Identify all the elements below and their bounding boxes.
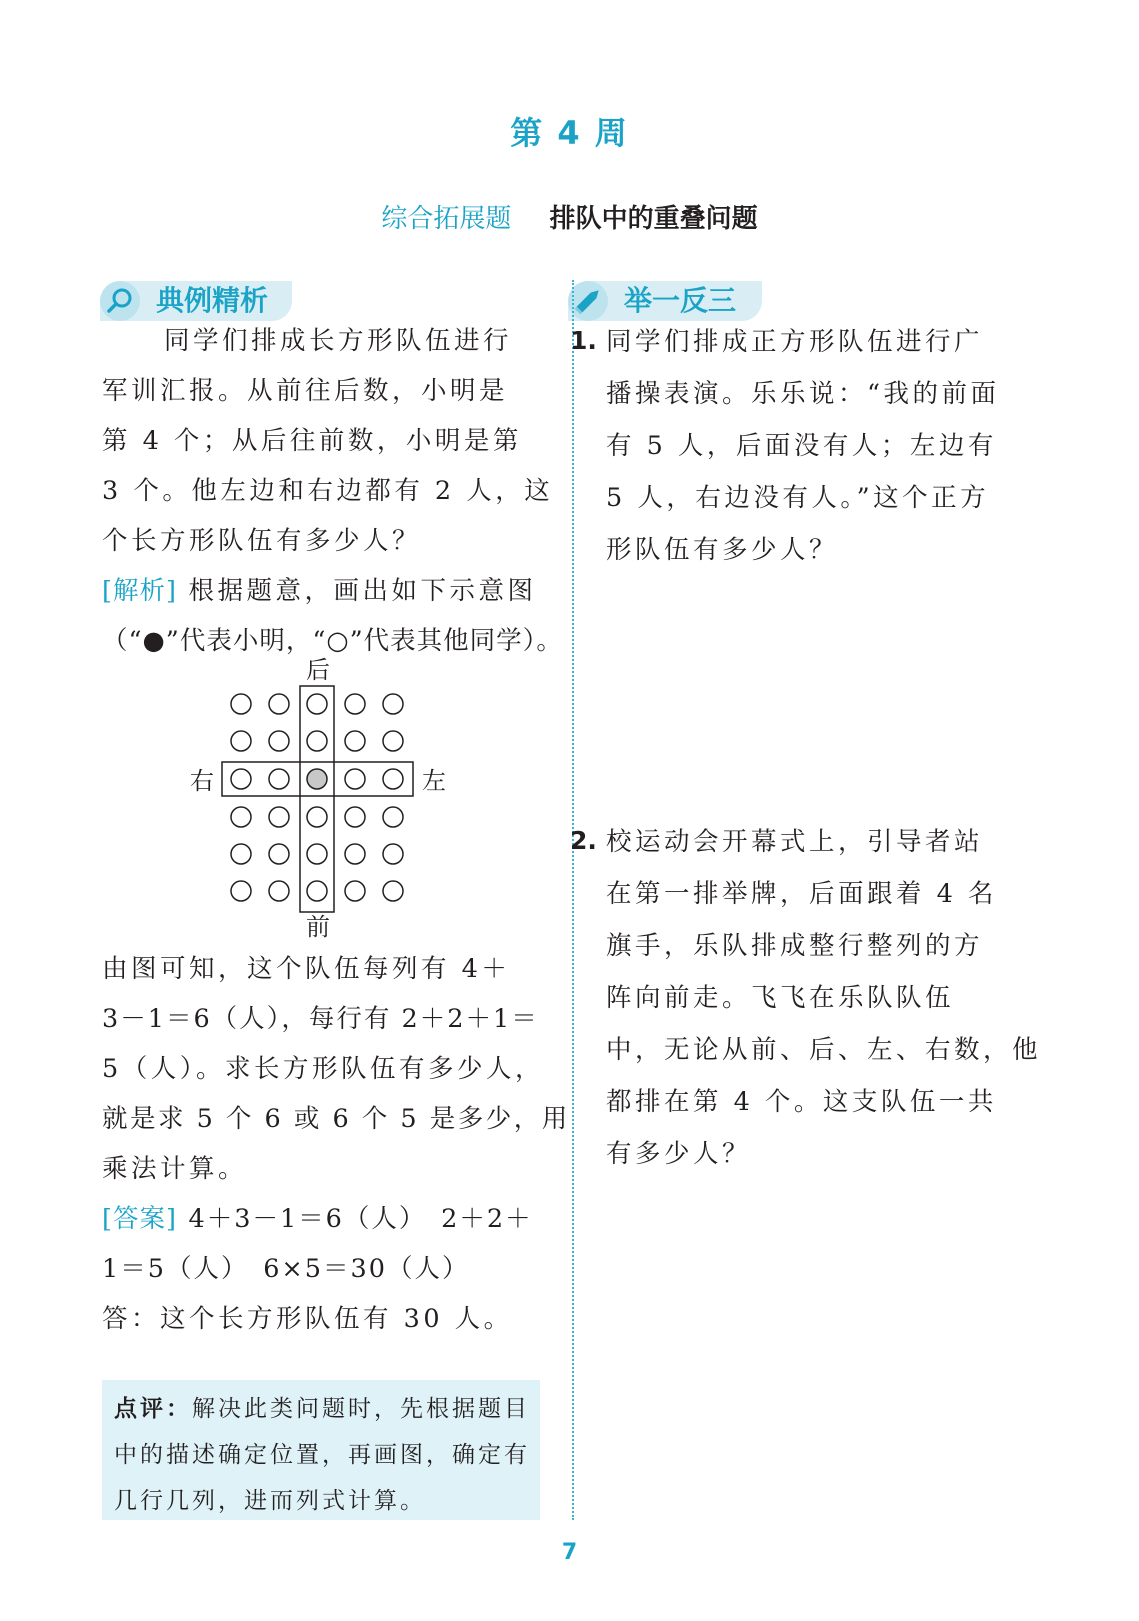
magnifier-icon: [100, 281, 140, 321]
student-circle: [345, 807, 365, 827]
student-circle: [383, 731, 403, 751]
question-line: 阵向前走。飞飞在乐队队伍: [606, 983, 955, 1013]
student-circle: [383, 769, 403, 789]
question-number: 2.: [570, 826, 597, 855]
student-circle: [345, 844, 365, 864]
label-front: 前: [306, 913, 330, 941]
student-circle: [231, 807, 251, 827]
analysis-label: [解析]: [102, 576, 177, 606]
question-line: 有 5 人，后面没有人；左边有: [606, 431, 997, 461]
question-line: 同学们排成正方形队伍进行广: [606, 327, 984, 357]
comment-box: [102, 1380, 540, 1520]
student-circle: [307, 807, 327, 827]
comment-line: 解决此类问题时，先根据题目: [192, 1396, 530, 1422]
explanation-line: 乘法计算。: [102, 1154, 248, 1184]
question-line: 旗手，乐队排成整行整列的方: [606, 931, 984, 961]
question-line: 形队伍有多少人？: [606, 535, 839, 565]
problem-line: 3 个。他左边和右边都有 2 人，这: [102, 476, 554, 506]
question-line: 校运动会开幕式上，引导者站: [606, 827, 984, 857]
question-line: 5 人，右边没有人。”这个正方: [606, 483, 990, 513]
student-circle: [269, 731, 289, 751]
problem-line: 个长方形队伍有多少人？: [102, 526, 422, 556]
label-back: 后: [306, 656, 330, 684]
question-2: [606, 816, 1042, 1180]
week-title: 第 4 周: [510, 114, 629, 152]
student-circle: [383, 807, 403, 827]
student-circle: [307, 844, 327, 864]
explanation-line: 由图可知，这个队伍每列有 4＋: [102, 954, 511, 984]
student-circle: [231, 694, 251, 714]
answer-line: 答：这个长方形队伍有 30 人。: [102, 1304, 513, 1334]
column-divider: [572, 280, 574, 1520]
student-circle: [383, 881, 403, 901]
xiaoming-circle: [307, 769, 327, 789]
section-subtitle: [0, 198, 1139, 235]
explanation-block: [102, 944, 570, 1344]
label-left: 左: [422, 767, 446, 795]
student-circle: [269, 769, 289, 789]
practice-tag: [568, 281, 762, 321]
student-circle: [307, 731, 327, 751]
student-circle: [231, 731, 251, 751]
category-label: 综合拓展题: [381, 204, 512, 234]
student-circle: [345, 694, 365, 714]
problem-line: 军训汇报。从前往后数，小明是: [102, 376, 509, 406]
comment-line: 中的描述确定位置，再画图，确定有: [114, 1442, 530, 1468]
student-circle: [383, 694, 403, 714]
question-1: [606, 316, 1002, 576]
analysis-line: （“●”代表小明，“○”代表其他同学）。: [102, 626, 563, 656]
student-circle: [231, 881, 251, 901]
page-number: 7: [561, 1540, 578, 1565]
topic-title: 排队中的重叠问题: [549, 204, 758, 234]
student-circle: [307, 694, 327, 714]
pencil-icon: [568, 281, 608, 321]
student-circle: [269, 694, 289, 714]
explanation-line: 就是求 5 个 6 或 6 个 5 是多少，用: [102, 1104, 570, 1134]
explanation-line: 3－1＝6（人），每行有 2＋2＋1＝: [102, 1004, 539, 1034]
queue-diagram: [180, 650, 460, 945]
student-circle: [345, 769, 365, 789]
practice-label: 举一反三: [624, 284, 737, 317]
example-analysis-tag: [100, 281, 292, 321]
answer-line: 4＋3－1＝6（人） 2＋2＋: [188, 1204, 533, 1234]
question-line: 都排在第 4 个。这支队伍一共: [606, 1087, 997, 1117]
student-circle: [307, 881, 327, 901]
answer-label: [答案]: [102, 1204, 177, 1234]
analysis-line: 根据题意，画出如下示意图: [188, 576, 537, 606]
student-circle: [345, 731, 365, 751]
student-circle: [269, 807, 289, 827]
question-line: 有多少人？: [606, 1139, 752, 1169]
column-highlight: [300, 686, 334, 912]
example-analysis-label: 典例精析: [156, 284, 269, 317]
question-line: 播操表演。乐乐说：“我的前面: [606, 379, 1000, 409]
question-line: 在第一排举牌，后面跟着 4 名: [606, 879, 997, 909]
student-circle: [269, 881, 289, 901]
comment-label: 点评：: [114, 1396, 192, 1422]
student-circle: [269, 844, 289, 864]
problem-line: 第 4 个；从后往前数，小明是第: [102, 426, 522, 456]
problem-line: 同学们排成长方形队伍进行: [164, 326, 513, 356]
student-circle: [231, 769, 251, 789]
question-number: 1.: [570, 326, 597, 355]
question-line: 中，无论从前、后、左、右数，他: [606, 1035, 1042, 1065]
student-circle: [345, 881, 365, 901]
answer-line: 1＝5（人） 6×5＝30（人）: [102, 1254, 470, 1284]
student-circle: [383, 844, 403, 864]
example-problem: [102, 316, 563, 666]
student-circle: [231, 844, 251, 864]
label-right: 右: [190, 767, 214, 795]
comment-line: 几行几列，进而列式计算。: [114, 1488, 426, 1514]
explanation-line: 5（人）。求长方形队伍有多少人，: [102, 1054, 544, 1084]
